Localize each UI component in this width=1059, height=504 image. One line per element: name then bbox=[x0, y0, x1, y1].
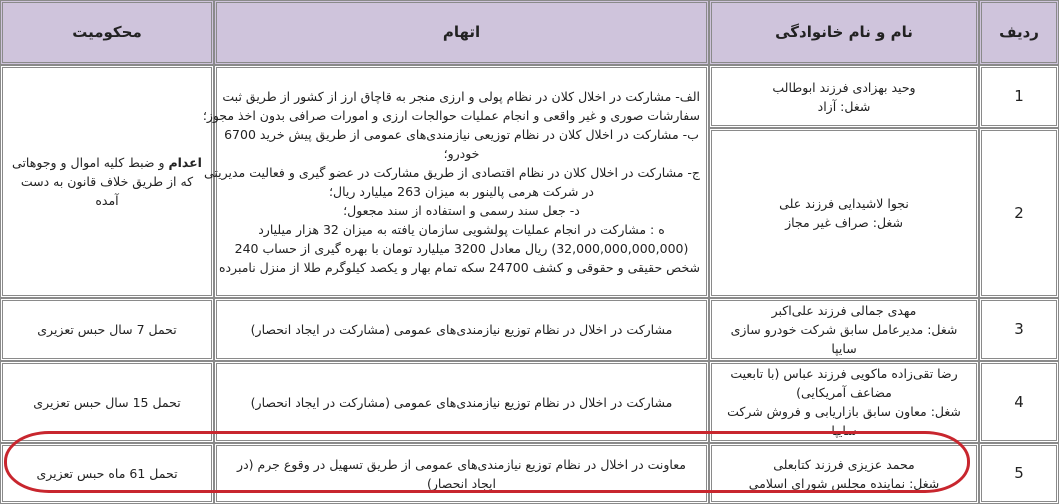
charge-line: (32,000,000,000,000) ریال معادل 3200 میلیارد تومان با بهره گیری از حساب 240 bbox=[234, 240, 689, 256]
verdict-cell: تحمل 7 سال حبس تعزیری bbox=[0, 298, 214, 361]
person-job: شغل: مدیرعامل سابق شرکت خودرو سازی سایپا bbox=[730, 322, 958, 356]
row-number: 5 bbox=[979, 443, 1059, 504]
row-number: 1 bbox=[979, 65, 1059, 128]
charge-line: شخص حقیقی و حقوقی و کشف 24700 سکه تمام بهار و یکصد کیلوگرم طلا از منزل نامبرده bbox=[218, 259, 700, 275]
person-job: شغل: نماینده مجلس شورای اسلامی bbox=[748, 475, 940, 491]
table-row bbox=[0, 65, 1059, 128]
table-row bbox=[0, 361, 1059, 443]
header-charge: اتهام bbox=[214, 0, 709, 65]
charge-line: ه : مشارکت در انجام عملیات پولشویی سازمان یافته به میزان 32 هزار میلیارد bbox=[258, 221, 665, 237]
charge-line: ج- مشارکت در اخلال کلان در نظام اقتصادی از طریق مشارکت در عضو گیری و فعالیت مدیریتی bbox=[203, 164, 700, 180]
name-cell bbox=[709, 361, 979, 443]
person-job: شغل: صراف غیر مجاز bbox=[785, 215, 903, 230]
person-job: شغل: آزاد bbox=[817, 98, 871, 114]
charge-cell: مشارکت در اخلال در نظام توزیع نیازمندی‌های عمومی (مشارکت در ایجاد انحصار) bbox=[214, 298, 709, 361]
charge-line: خودرو؛ bbox=[443, 145, 480, 161]
row-number: 3 bbox=[979, 298, 1059, 361]
charge-line: الف- مشارکت در اخلال کلان در نظام پولی و ارزی منجر به قاچاق ارز از کشور از طریق ثبت bbox=[222, 88, 700, 104]
person-name: رضا تقی‌زاده ماکویی فرزند عباس (با تابعیت مضاعف آمریکایی) bbox=[730, 366, 958, 400]
verdict-cell: تحمل 15 سال حبس تعزیری bbox=[0, 361, 214, 443]
verdict-rest: و ضبط کلیه اموال و وجوهاتی که از طریق خلاف قانون به دست آمده bbox=[12, 155, 194, 208]
person-name: محمد عزیزی فرزند کتابعلی bbox=[773, 456, 915, 472]
row-number: 4 bbox=[979, 361, 1059, 443]
charge-cell: معاونت در اخلال در نظام توزیع نیازمندی‌های عمومی از طریق تسهیل در وقوع جرم (در ایجاد انحصار) bbox=[214, 443, 709, 504]
person-name: مهدی جمالی فرزند علی‌اکبر bbox=[771, 303, 917, 318]
name-cell bbox=[709, 128, 979, 298]
person-job: شغل: معاون سابق بازاریابی و فروش شرکت سایپا bbox=[727, 404, 961, 438]
charge-line: د- جعل سند رسمی و استفاده از سند مجعول؛ bbox=[343, 202, 580, 218]
header-row-number: ردیف bbox=[979, 0, 1059, 65]
charge-line: در شرکت هرمی پالینور به میزان 263 میلیارد ریال؛ bbox=[329, 183, 594, 199]
name-cell bbox=[709, 298, 979, 361]
person-name: وحید بهزادی فرزند ابوطالب bbox=[772, 79, 916, 95]
charge-cell: مشارکت در اخلال در نظام توزیع نیازمندی‌های عمومی (مشارکت در ایجاد انحصار) bbox=[214, 361, 709, 443]
table-row bbox=[0, 443, 1059, 504]
verdict-bold: اعدام bbox=[168, 155, 202, 170]
header-name: نام و نام خانوادگی bbox=[709, 0, 979, 65]
table-row bbox=[0, 298, 1059, 361]
shared-charge-cell bbox=[202, 65, 709, 298]
shared-verdict-cell bbox=[0, 65, 214, 298]
name-cell bbox=[709, 443, 979, 504]
charge-line: سفارشات صوری و غیر واقعی و انجام عملیات حوالجات ارزی و امورات صرافی بدون اخذ مجوز؛ bbox=[202, 107, 700, 123]
verdict-cell: تحمل 61 ماه حبس تعزیری bbox=[0, 443, 214, 504]
row-number: 2 bbox=[979, 128, 1059, 298]
header-verdict: محکومیت bbox=[0, 0, 214, 65]
header-row bbox=[0, 0, 1059, 65]
person-name: نجوا لاشیدایی فرزند علی bbox=[779, 196, 909, 211]
name-cell bbox=[709, 65, 979, 128]
charge-line: ب- مشارکت در اخلال کلان در نظام توزیعی نیازمندی‌های عمومی از طریق پیش خرید 6700 bbox=[224, 126, 699, 142]
